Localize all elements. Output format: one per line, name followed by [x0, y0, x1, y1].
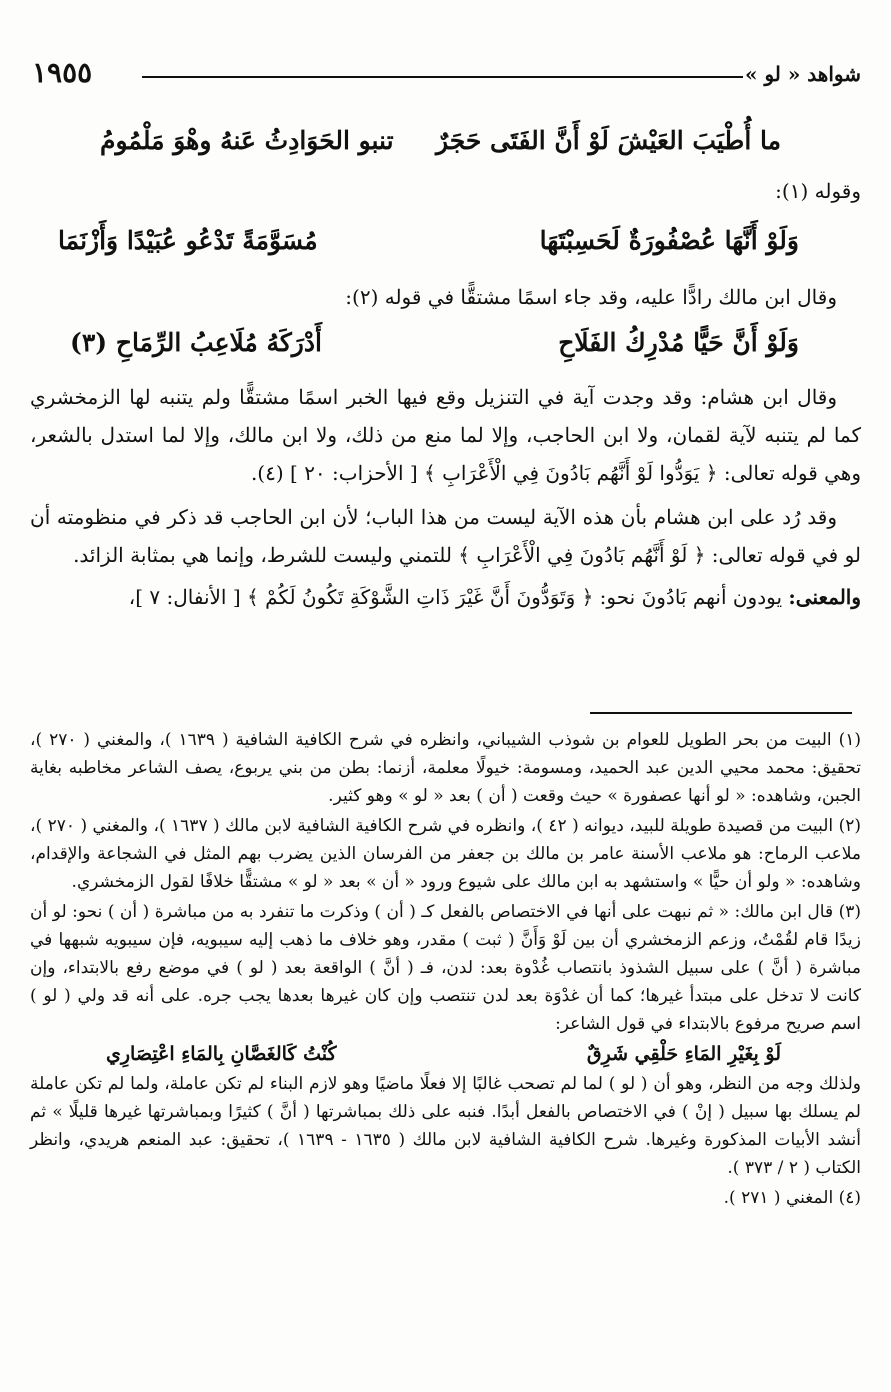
verse-2-intro: وقوله (١):: [775, 179, 861, 203]
footnote-2: (٢) البيت من قصيدة طويلة للبيد، ديوانه ( ٤٢ )، وانظره في شرح الكافية الشافية لابن مالك ( ١٦٣٧ )، والمغني ( ٢٧٠ )، ملاعب الرماح: هو ملاعب الأسنة عامر بن مالك بن جعفر من الفرسان الذين يضرب بهم المثل في الشجاعة والإقدام، وشاهده: « ولو أن حيًّا » واستشهد به ابن مالك على شيوع ورود « أن » بعد « لو » مشتقًّا خلافًا لقول الزمخشري.: [30, 816, 862, 892]
main-text: [30, 378, 861, 616]
paragraph-3-text: يودون أنهم بَادُونَ نحو: ﴿ وَتَوَدُّونَ أَنَّ غَيْرَ ذَاتِ الشَّوْكَةِ تَكُونُ لَكُمْ ﴾ [ الأنفال: ٧ ]،: [128, 585, 789, 609]
paragraph-3-label: والمعنى:: [788, 585, 861, 609]
footnote-3-verse: [30, 1038, 861, 1070]
header-title: شواهد « لو »: [744, 62, 861, 86]
verse-2: [30, 228, 861, 268]
verse-1-first-hemistich: ما أُطْيَبَ العَيْشَ لَوْ أَنَّ الفَتَى حَجَرٌ: [435, 126, 781, 155]
running-header: [32, 58, 861, 92]
verse-2-second-hemistich: مُسَوَّمَةً تَدْعُو عُبَيْدًا وَأَزْنَمَا: [58, 226, 318, 255]
verse-1-second-hemistich: تنبو الحَوَادِثُ عَنهُ وهْوَ مَلْمُومُ: [100, 126, 394, 155]
page-number: ١٩٥٥: [32, 56, 93, 89]
verse-1: [30, 128, 861, 168]
paragraph-3: [30, 578, 861, 616]
verse-3: [30, 330, 861, 370]
verse-3-first-hemistich: وَلَوْ أَنَّ حَيًّا مُدْرِكُ الفَلَاحِ: [558, 328, 799, 357]
paragraph-1: وقال ابن هشام: وقد وجدت آية في التنزيل وقع فيها الخبر اسمًا مشتقًّا ولم يتنبه لها الزمخشري كما لم يتنبه لآية لقمان، ولا ابن الحاجب، وإلا لما منع من ذلك، ولا ابن مالك، وإلا لما استدل بالشعر، وهي قوله تعالى: ﴿ يَوَدُّوا لَوْ أَنَّهُم بَادُونَ فِي الْأَعْرَابِ ﴾ [ الأحزاب: ٢٠ ] (٤).: [30, 385, 861, 485]
footnote-separator: [590, 712, 852, 714]
footnote-1: (١) البيت من بحر الطويل للعوام بن شوذب الشيباني، وانظره في شرح الكافية الشافية ( ١٦٣٩ )، والمغني ( ٢٧٠ )، تحقيق: محمد محيي الدين عبد الحميد، ومسومة: خيولًا معلمة، أزنما: بطن من بني يربوع، يصف الشاعر مخاطبه بغاية الجبن، وشاهده: « لو أنها عصفورة » حيث وقعت ( أن ) بعد « لو » وهو كثير.: [30, 730, 861, 806]
verse-3-intro: وقال ابن مالك رادًّا عليه، وقد جاء اسمًا مشتقًّا في قوله (٢):: [345, 285, 837, 309]
paragraph-2: وقد رُد على ابن هشام بأن هذه الآية ليست من هذا الباب؛ لأن ابن الحاجب قد ذكر في منظومته أن لو في قوله تعالى: ﴿ لَوْ أَنَّهُم بَادُونَ فِي الْأَعْرَابِ ﴾ للتمني وليست للشرط، وإنما هي بمثابة الزائد.: [30, 505, 861, 567]
verse-2-first-hemistich: وَلَوْ أَنَّهَا عُصْفُورَةٌ لَحَسِبْتَهَا: [539, 226, 799, 255]
header-rule: [142, 76, 743, 78]
footnotes: [30, 726, 861, 1212]
footnote-3-verse-first: لَوْ بِغَيْرِ المَاءِ حَلْقِي شَرِقٌ: [586, 1043, 781, 1065]
footnote-3-verse-second: كُنْتُ كَالغَصَّانِ بِالمَاءِ اعْتِصَارِي: [106, 1043, 337, 1065]
footnote-3-continued: ولذلك وجه من النظر، وهو أن ( لو ) لما لم تصحب غالبًا إلا فعلًا ماضيًا وهو لازم البناء لم تكن عاملة، ولما لم تكن عاملة لم يسلك بها سبيل ( إنْ ) في الاختصاص بالفعل أبدًا. فنبه على ذلك بمباشرتها ( أنَّ ) كثيرًا وبمباشرتها غيرها قليلًا » ثم أنشد الأبيات المذكورة وغيرها. شرح الكافية الشافية لابن مالك ( ١٦٣٥ - ١٦٣٩ )، تحقيق: عبد المنعم هريدي، وانظر الكتاب ( ٢ / ٣٧٣ ).: [30, 1074, 861, 1178]
verse-3-second-hemistich: أَدْرَكَهُ مُلَاعِبُ الرِّمَاحِ (٣): [70, 328, 322, 357]
footnote-3: (٣) قال ابن مالك: « ثم نبهت على أنها في الاختصاص بالفعل كـ ( أن ) وذكرت ما تنفرد به من مباشرة ( أن ) نحو: لو أن زيدًا قام لقُمْتُ، وزعم الزمخشري أن بين لَوْ وَأَنَّ ( ثبت ) مقدر، وهو خلاف ما ذهب إليه سيبويه، فإن سيبويه شبهها في مباشرة ( أنَّ ) على سبيل الشذوذ بانتصاب غُدْوة بعد: لدن، فـ ( أنَّ ) الواقعة بعد ( لو ) في موضع رفع بالابتداء، وإن كانت لا تدخل على مبتدأ غيرها؛ كما أن غدْوَة بعد لدن تنتصب وإن كان غيرها بعدها يجب جره. على أنه قد ولي ( لو ) اسم صريح مرفوع بالابتداء في قول الشاعر:: [30, 902, 861, 1034]
footnote-4: (٤) المغني ( ٢٧١ ).: [723, 1188, 861, 1208]
